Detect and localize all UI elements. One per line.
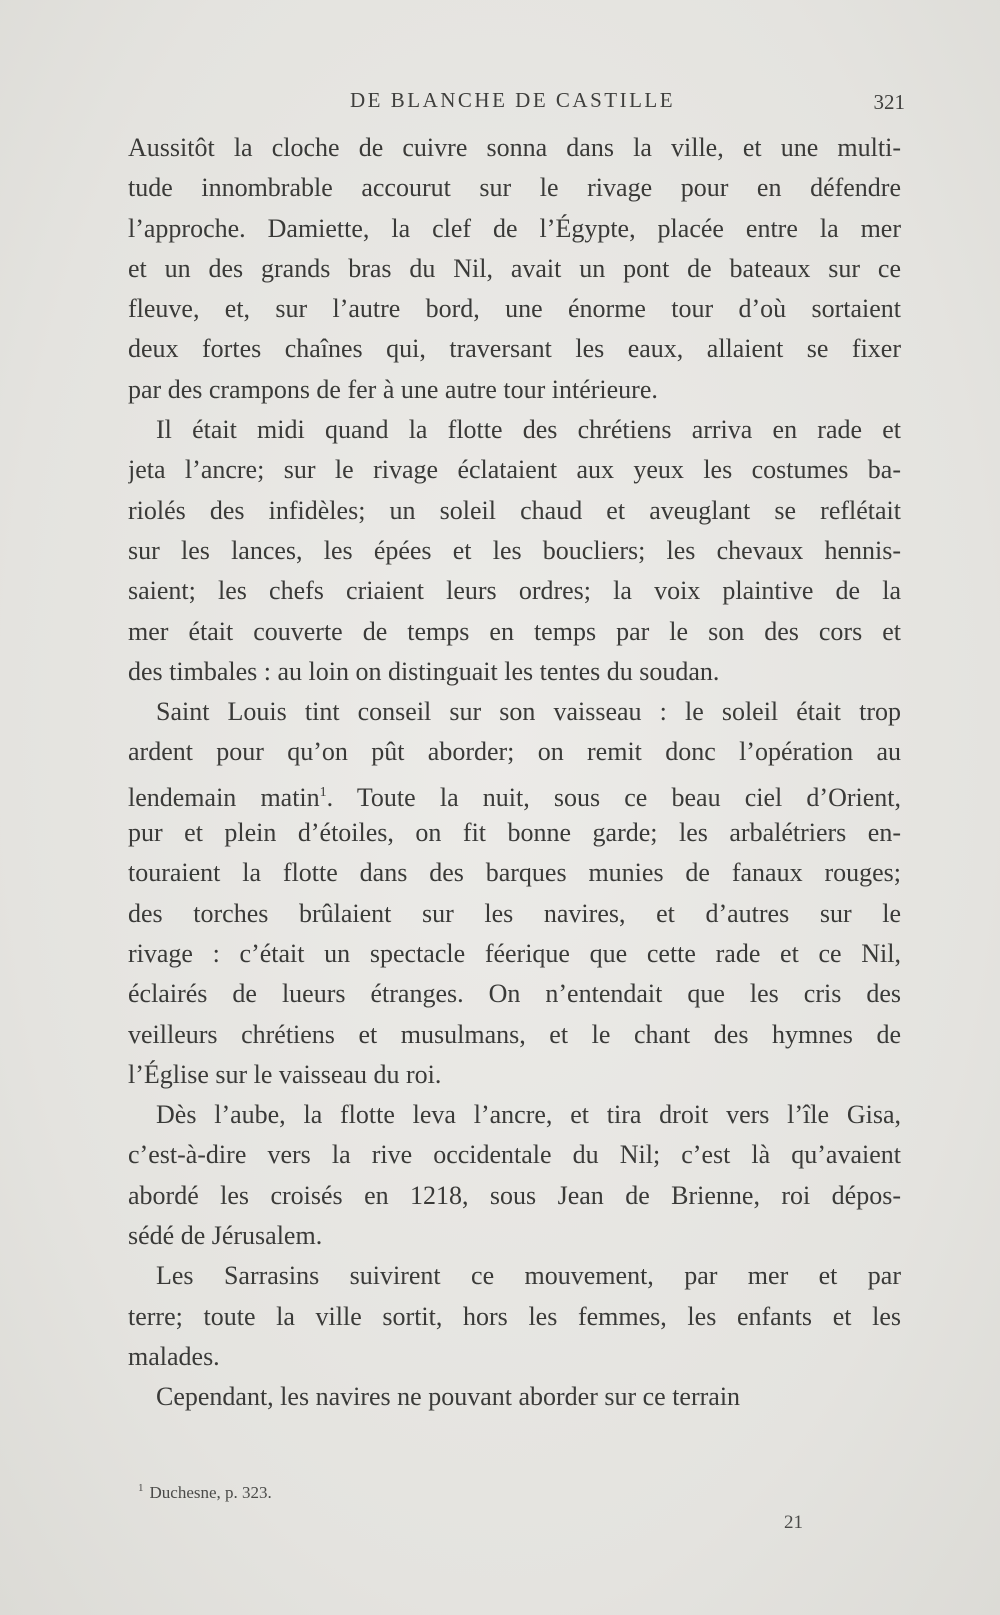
running-title: DE BLANCHE DE CASTILLE [350, 88, 676, 112]
text-line: sur les lances, les épées et les boucliers; les chevaux hennis- [128, 535, 901, 565]
text-line-with-footnote-ref [128, 773, 901, 813]
footnote-mark: 1 [138, 1482, 144, 1494]
text-line: Cependant, les navires ne pouvant aborder sur ce terrain [156, 1382, 741, 1412]
text-line: jeta l’ancre; sur le rivage éclataient aux yeux les costumes ba- [128, 455, 901, 485]
line-end: . Toute la nuit, sous ce beau ciel d’Orient, [326, 782, 901, 812]
running-head [130, 88, 905, 122]
signature-mark: 21 [784, 1512, 803, 1533]
text-line: sédé de Jérusalem. [128, 1221, 323, 1251]
text-line: Dès l’aube, la flotte leva l’ancre, et tira droit vers l’île Gisa, [156, 1100, 901, 1130]
text-line: rivage : c’était un spectacle féerique que cette rade et ce Nil, [128, 938, 901, 968]
text-line: et un des grands bras du Nil, avait un pont de bateaux sur ce [128, 253, 901, 283]
line-start: lendemain matin [128, 782, 320, 812]
text-line: Aussitôt la cloche de cuivre sonna dans la ville, et une multi- [128, 133, 901, 162]
text-line: Les Sarrasins suivirent ce mouvement, par mer et par [156, 1261, 901, 1291]
footnote-text: Duchesne, p. 323. [149, 1483, 272, 1502]
text-line: saient; les chefs criaient leurs ordres; la voix plaintive de la [128, 576, 901, 606]
text-line: mer était couverte de temps en temps par le son des cors et [128, 616, 901, 646]
text-line: ardent pour qu’on pût aborder; on remit donc l’opération au [128, 737, 901, 767]
text-line: touraient la flotte dans des barques munies de fanaux rouges; [128, 858, 901, 888]
text-line: terre; toute la ville sortit, hors les femmes, les enfants et les [128, 1301, 901, 1331]
text-line: abordé les croisés en 1218, sous Jean de Brienne, roi dépos- [128, 1180, 901, 1210]
text-line: deux fortes chaînes qui, traversant les eaux, allaient se fixer [128, 334, 901, 364]
text-line: éclairés de lueurs étranges. On n’entendait que les cris des [128, 979, 901, 1009]
text-line: pur et plein d’étoiles, on fit bonne garde; les arbalétriers en- [128, 818, 901, 848]
text-line: l’Église sur le vaisseau du roi. [128, 1059, 442, 1089]
text-line: fleuve, et, sur l’autre bord, une énorme tour d’où sortaient [128, 294, 901, 324]
footnote-ref: 1 [319, 784, 327, 800]
text-line: tude innombrable accourut sur le rivage pour en défendre [128, 173, 901, 203]
text-line: veilleurs chrétiens et musulmans, et le chant des hymnes de [128, 1019, 901, 1049]
text-line: malades. [128, 1341, 220, 1371]
page-number: 321 [873, 90, 905, 114]
text-line: des timbales : au loin on distinguait les tentes du soudan. [128, 656, 720, 686]
text-line: par des crampons de fer à une autre tour intérieure. [128, 374, 658, 404]
text-line: des torches brûlaient sur les navires, et d’autres sur le [128, 898, 901, 928]
text-line: Saint Louis tint conseil sur son vaisseau : le soleil était trop [156, 697, 901, 727]
footnote [138, 1482, 272, 1503]
text-line: Il était midi quand la flotte des chrétiens arriva en rade et [156, 415, 901, 445]
text-line: c’est-à-dire vers la rive occidentale du Nil; c’est là qu’avaient [128, 1140, 901, 1170]
body-text [128, 128, 901, 1418]
text-line: l’approche. Damiette, la clef de l’Égypte, placée entre la mer [128, 213, 901, 243]
text-line: riolés des infidèles; un soleil chaud et aveuglant se reflétait [128, 495, 901, 525]
